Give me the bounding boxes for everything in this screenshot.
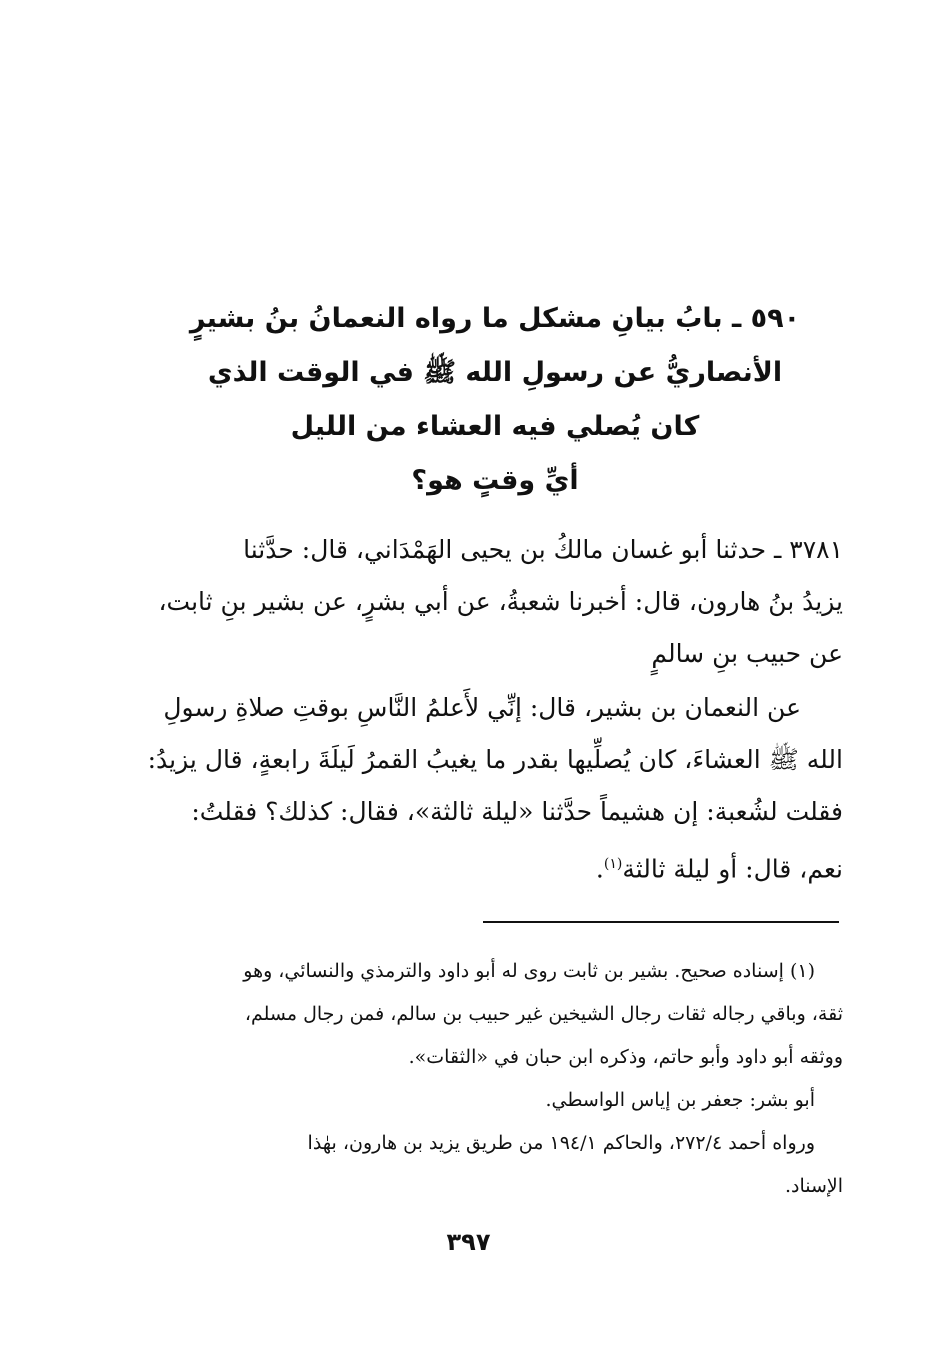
footnote-line: ووثقه أبو داود وأبو حاتم، وذكره ابن حبان في «الثقات».: [408, 1046, 843, 1068]
matn-line: [131, 838, 843, 890]
footnote-line: أبو بشر: جعفر بن إياس الواسطي.: [545, 1089, 815, 1111]
footnote-line: (١) إسناده صحيح. بشير بن ثابت روى له أبو داود والترمذي والنسائي، وهو: [243, 960, 815, 982]
chapter-heading-line: الأنصاريُّ عن رسولِ الله ﷺ في الوقت الذي: [207, 357, 783, 388]
chapter-heading-line: ٥٩٠ ـ بابُ بيانِ مشكل ما رواه النعمانُ بنُ بشيرٍ: [189, 303, 801, 334]
footnote-line: ورواه أحمد ٢٧٢/٤، والحاكم ١٩٤/١ من طريق يزيد بن هارون، بهٰذا: [307, 1132, 815, 1154]
matn-end-punctuation: .: [595, 854, 604, 884]
chapter-heading: [150, 292, 840, 508]
hadith-isnad: [131, 524, 843, 680]
isnad-line: يزيدُ بنُ هارون، قال: أخبرنا شعبةُ، عن أبي بشرٍ، عن بشير بنِ ثابت،: [158, 587, 843, 616]
isnad-line: عن حبيب بنِ سالمٍ: [651, 639, 843, 668]
chapter-heading-line: أيِّ وقتٍ هو؟: [411, 465, 579, 496]
matn-last-text: نعم، قال: أو ليلة ثالثة: [622, 854, 843, 884]
footnote-line: الإسناد.: [784, 1175, 843, 1197]
footnotes: [131, 950, 843, 1208]
matn-line: الله ﷺ العشاءَ، كان يُصلِّيها بقدر ما يغيبُ القمرُ لَيلَةَ رابعةٍ، قال يزيدُ:: [147, 745, 843, 774]
matn-line: عن النعمان بن بشير، قال: إنِّي لأَعلمُ النَّاسِ بوقتِ صلاةِ رسولِ: [163, 693, 801, 722]
isnad-line: ٣٧٨١ ـ حدثنا أبو غسان مالكُ بن يحيى الهَمْدَاني، قال: حدَّثنا: [243, 535, 843, 564]
footnote-reference[interactable]: (١): [603, 856, 623, 872]
page-number: ٣٩٧: [446, 1228, 491, 1256]
hadith-matn: [131, 682, 843, 890]
footnote-line: ثقة، وباقي رجاله ثقات رجال الشيخين غير حبيب بن سالم، فمن رجال مسلم،: [244, 1003, 843, 1025]
matn-line: فقلت لشُعبة: إن هشيماً حدَّثنا «ليلة ثالثة»، فقال: كذلك؟ فقلتُ:: [191, 797, 843, 826]
chapter-heading-line: كان يُصلي فيه العشاء من الليل: [290, 411, 700, 442]
footnote-separator: [483, 921, 839, 923]
